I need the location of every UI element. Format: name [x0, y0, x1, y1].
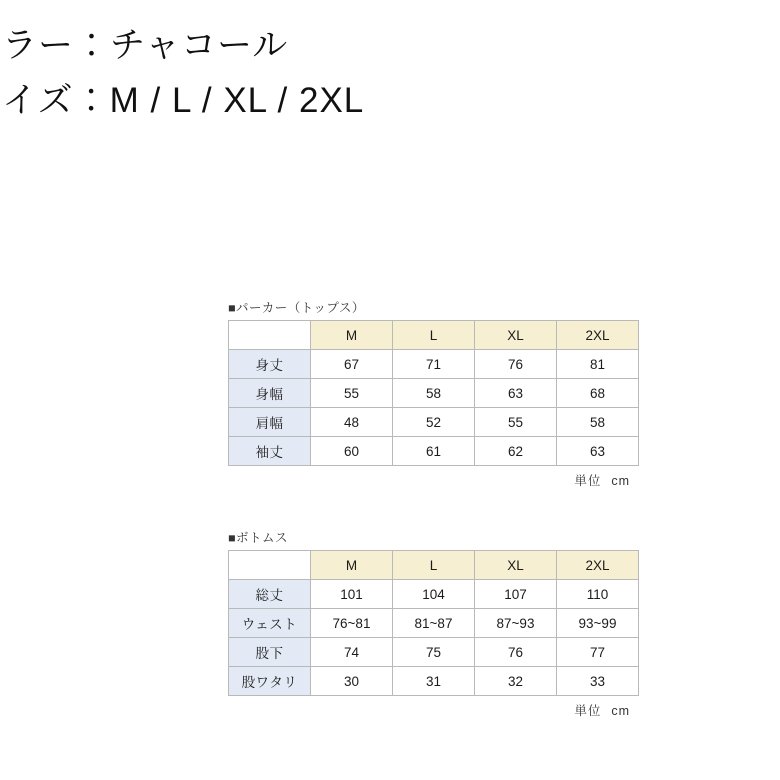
product-size-line: イズ：M / L / XL / 2XL [2, 81, 365, 120]
table-corner-cell [229, 551, 311, 580]
cell-2-2: 55 [475, 408, 557, 437]
cell-2-2: 76 [475, 638, 557, 667]
unit-value: cm [611, 704, 630, 718]
cell-2-0: 48 [311, 408, 393, 437]
product-description-header [0, 18, 780, 128]
table-header-row [229, 551, 639, 580]
size-table-tops [228, 320, 639, 466]
row-label-1: ウェスト [229, 609, 311, 638]
table-row [229, 580, 639, 609]
unit-label: 単位 [574, 474, 602, 488]
cell-0-3: 81 [557, 350, 639, 379]
size-chart-tops-title: ■パーカー（トップス） [228, 301, 365, 315]
column-header-2xl: 2XL [557, 321, 639, 350]
column-header-xl: XL [475, 321, 557, 350]
table-row [229, 609, 639, 638]
cell-3-0: 60 [311, 437, 393, 466]
cell-3-2: 62 [475, 437, 557, 466]
product-color-line: ラー：チャコール [2, 26, 289, 65]
unit-note-tops [228, 471, 638, 489]
cell-3-2: 32 [475, 667, 557, 696]
cell-1-2: 63 [475, 379, 557, 408]
cell-2-3: 77 [557, 638, 639, 667]
row-label-2: 股下 [229, 638, 311, 667]
column-header-l: L [393, 321, 475, 350]
cell-1-0: 55 [311, 379, 393, 408]
column-header-xl: XL [475, 551, 557, 580]
row-label-1: 身幅 [229, 379, 311, 408]
table-row [229, 667, 639, 696]
cell-3-1: 31 [393, 667, 475, 696]
table-row [229, 437, 639, 466]
size-chart-bottoms [228, 528, 638, 719]
row-label-0: 身丈 [229, 350, 311, 379]
size-chart-bottoms-title: ■ボトムス [228, 531, 289, 545]
row-label-2: 肩幅 [229, 408, 311, 437]
cell-0-3: 110 [557, 580, 639, 609]
cell-2-1: 52 [393, 408, 475, 437]
table-row [229, 638, 639, 667]
table-header-row [229, 321, 639, 350]
row-label-3: 袖丈 [229, 437, 311, 466]
cell-1-3: 68 [557, 379, 639, 408]
cell-3-0: 30 [311, 667, 393, 696]
table-row [229, 408, 639, 437]
cell-0-1: 104 [393, 580, 475, 609]
cell-1-1: 58 [393, 379, 475, 408]
column-header-m: M [311, 321, 393, 350]
unit-value: cm [611, 474, 630, 488]
column-header-m: M [311, 551, 393, 580]
cell-0-0: 67 [311, 350, 393, 379]
size-table-bottoms [228, 550, 639, 696]
cell-2-0: 74 [311, 638, 393, 667]
cell-2-1: 75 [393, 638, 475, 667]
column-header-l: L [393, 551, 475, 580]
row-label-3: 股ワタリ [229, 667, 311, 696]
size-chart-tops [228, 298, 638, 489]
cell-1-3: 93~99 [557, 609, 639, 638]
row-label-0: 総丈 [229, 580, 311, 609]
column-header-2xl: 2XL [557, 551, 639, 580]
cell-0-0: 101 [311, 580, 393, 609]
cell-0-1: 71 [393, 350, 475, 379]
cell-1-2: 87~93 [475, 609, 557, 638]
cell-1-0: 76~81 [311, 609, 393, 638]
table-row [229, 379, 639, 408]
table-row [229, 350, 639, 379]
unit-note-bottoms [228, 701, 638, 719]
cell-0-2: 76 [475, 350, 557, 379]
cell-2-3: 58 [557, 408, 639, 437]
cell-3-3: 33 [557, 667, 639, 696]
cell-0-2: 107 [475, 580, 557, 609]
cell-3-3: 63 [557, 437, 639, 466]
unit-label: 単位 [574, 704, 602, 718]
table-corner-cell [229, 321, 311, 350]
cell-3-1: 61 [393, 437, 475, 466]
cell-1-1: 81~87 [393, 609, 475, 638]
